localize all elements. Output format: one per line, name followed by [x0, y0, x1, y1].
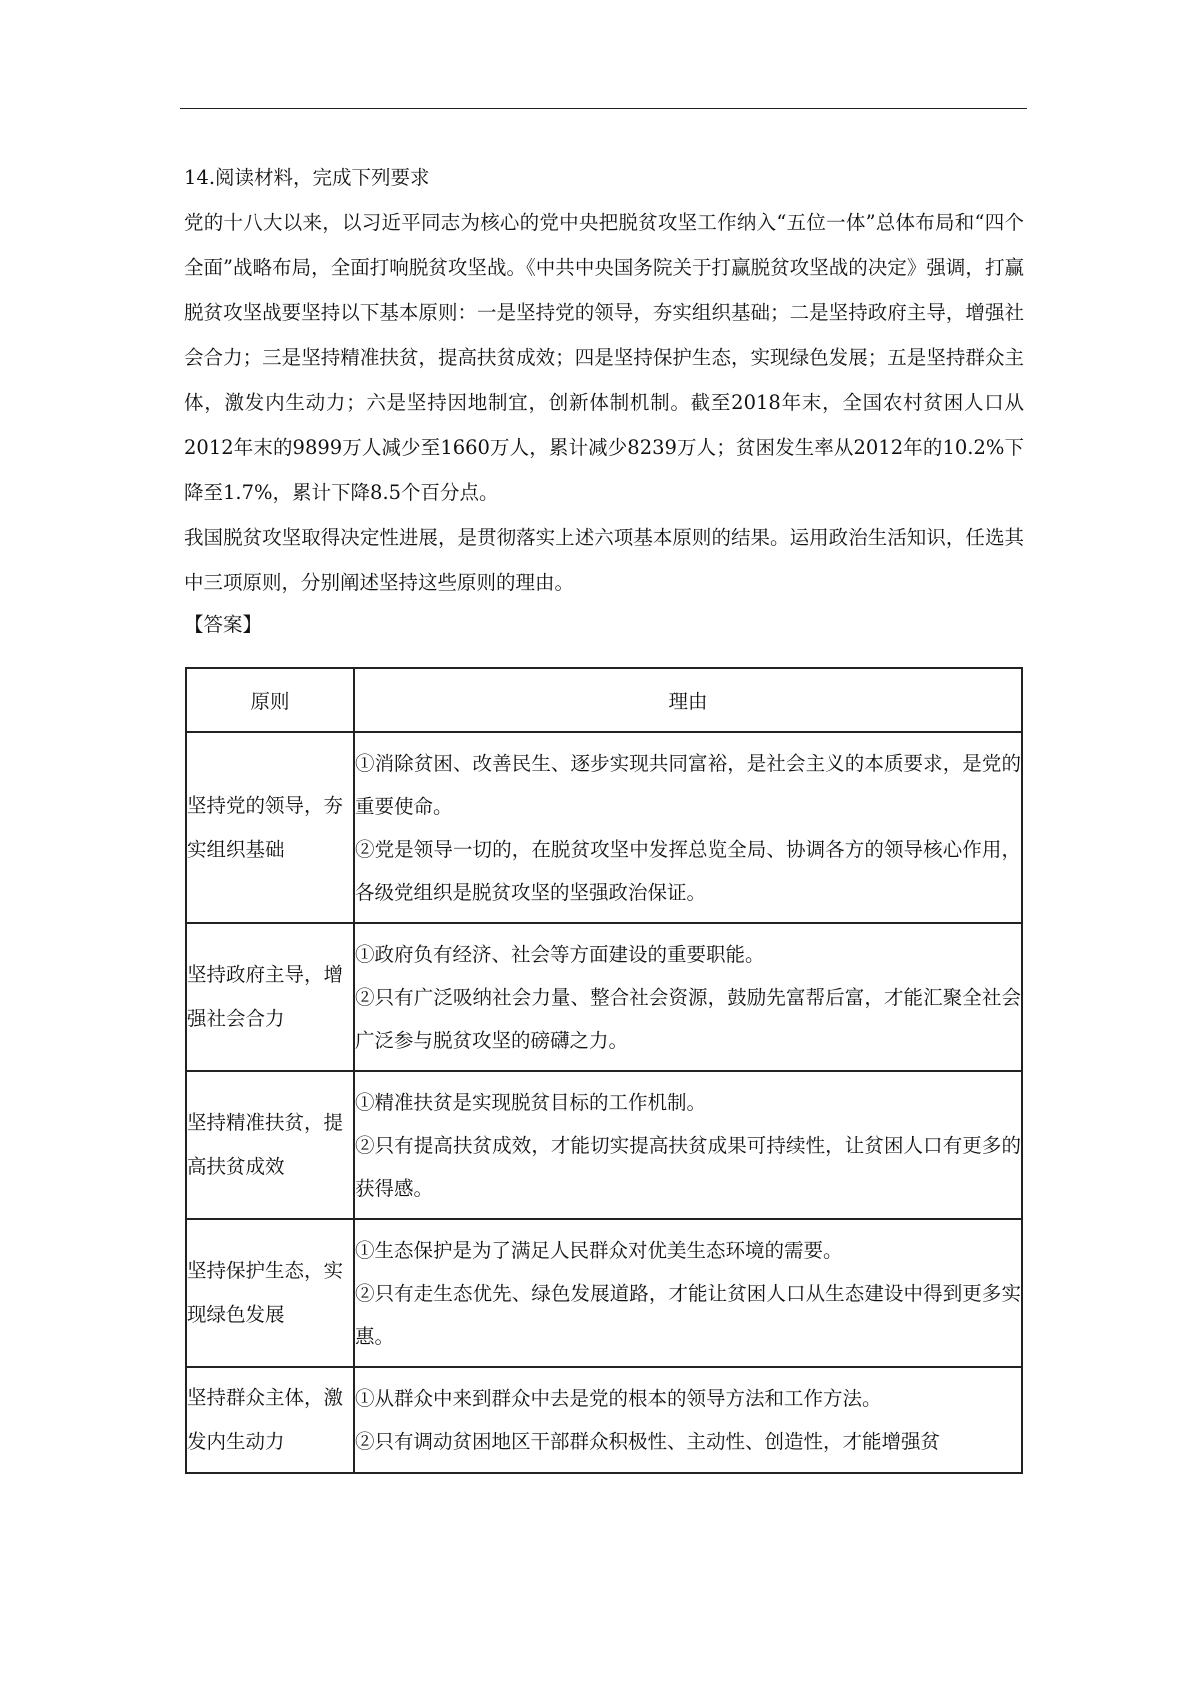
question-title: 14.阅读材料，完成下列要求: [184, 166, 430, 189]
question-material: 党的十八大以来，以习近平同志为核心的党中央把脱贫攻坚工作纳入“五位一体”总体布局和“四个全面”战略布局，全面打响脱贫攻坚战。《中共中央国务院关于打赢脱贫攻坚战的决定》强调，打赢脱贫攻坚战要坚持以下基本原则：一是坚持党的领导，夯实组织基础；二是坚持政府主导，增强社会合力；三是坚持精准扶贫，提高扶贫成效；四是坚持保护生态，实现绿色发展；五是坚持群众主体，激发内生动力；六是坚持因地制宜，创新体制机制。截至2018年末，全国农村贫困人口从2012年末的9899万人减少至1660万人，累计减少8239万人；贫困发生率从2012年的10.2%下降至1.7%，累计下降8.5个百分点。: [184, 211, 1024, 504]
principle-cell: 坚持党的领导，夯实组织基础: [186, 732, 354, 923]
reason-item: ②只有调动贫困地区干部群众积极性、主动性、创造性，才能增强贫: [355, 1430, 941, 1453]
answer-table-header-row: [186, 668, 1022, 732]
table-row: [186, 1071, 1022, 1219]
header-rule: [180, 108, 1027, 109]
answer-label: 【答案】: [184, 613, 263, 636]
header-principle: 原则: [186, 668, 354, 732]
table-row: [186, 1219, 1022, 1367]
reason-item: ①从群众中来到群众中去是党的根本的领导方法和工作方法。: [355, 1387, 882, 1410]
reason-cell: [354, 1071, 1022, 1219]
table-row: [186, 732, 1022, 923]
principle-cell: 坚持群众主体，激发内生动力: [186, 1367, 354, 1473]
table-row: [186, 923, 1022, 1071]
question-prompt: 我国脱贫攻坚取得决定性进展，是贯彻落实上述六项基本原则的结果。运用政治生活知识，任选其中三项原则，分别阐述坚持这些原则的理由。: [184, 526, 1024, 594]
reason-cell: [354, 1367, 1022, 1473]
reason-item: ①消除贫困、改善民生、逐步实现共同富裕，是社会主义的本质要求，是党的重要使命。: [355, 751, 1021, 818]
reason-cell: [354, 923, 1022, 1071]
reason-item: ①政府负有经济、社会等方面建设的重要职能。: [355, 942, 765, 966]
principle-cell: 坚持精准扶贫，提高扶贫成效: [186, 1071, 354, 1219]
question-block: [184, 155, 1024, 645]
principle-cell: 坚持保护生态，实现绿色发展: [186, 1219, 354, 1367]
table-row: [186, 1367, 1022, 1473]
reason-item: ②党是领导一切的，在脱贫攻坚中发挥总览全局、协调各方的领导核心作用，各级党组织是脱贫攻坚的坚强政治保证。: [355, 837, 1021, 904]
answer-table: [185, 667, 1023, 1474]
reason-item: ②只有广泛吸纳社会力量、整合社会资源，鼓励先富帮后富，才能汇聚全社会广泛参与脱贫攻坚的磅礴之力。: [355, 985, 1021, 1052]
reason-item: ②只有走生态优先、绿色发展道路，才能让贫困人口从生态建设中得到更多实惠。: [355, 1281, 1021, 1348]
header-reason: 理由: [354, 668, 1022, 732]
reason-item: ①生态保护是为了满足人民群众对优美生态环境的需要。: [355, 1238, 843, 1262]
principle-cell: 坚持政府主导，增强社会合力: [186, 923, 354, 1071]
reason-cell: [354, 732, 1022, 923]
reason-cell: [354, 1219, 1022, 1367]
reason-item: ②只有提高扶贫成效，才能切实提高扶贫成果可持续性，让贫困人口有更多的获得感。: [355, 1133, 1021, 1200]
reason-item: ①精准扶贫是实现脱贫目标的工作机制。: [355, 1090, 707, 1114]
